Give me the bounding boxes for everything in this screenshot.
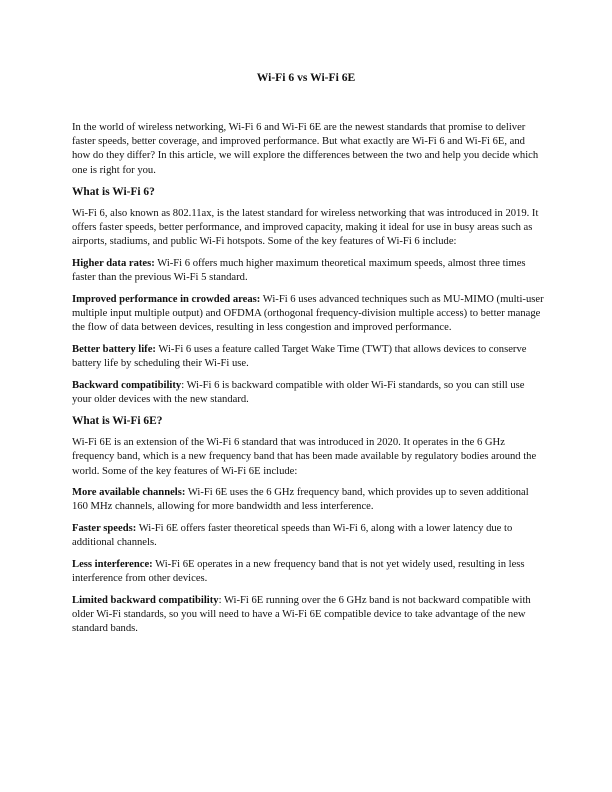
section-heading-wifi6e: What is Wi-Fi 6E? <box>72 415 163 428</box>
feature-lead: Limited backward compatibility <box>72 594 219 606</box>
feature-text: Wi-Fi 6E operates in a new frequency band that is not yet widely used, resulting in less interference from other devices. <box>72 558 525 584</box>
section-paragraph-wifi6: Wi-Fi 6, also known as 802.11ax, is the latest standard for wireless networking that was introduced in 2019. It offers faster speeds, better performance, and improved capacity, making it ideal for use in busy areas such as airports, stadiums, and public Wi-Fi hotspots. Some of the key features of Wi-Fi 6 include: <box>72 208 539 248</box>
feature-item <box>72 343 544 371</box>
feature-lead: More available channels: <box>72 487 186 499</box>
feature-lead: Improved performance in crowded areas: <box>72 293 261 305</box>
feature-lead: Faster speeds: <box>72 522 137 534</box>
feature-text: Wi-Fi 6E uses the 6 GHz frequency band, which provides up to seven additional 160 MHz channels, allowing for more bandwidth and less interference. <box>72 487 529 513</box>
document-body <box>72 121 544 644</box>
feature-lead: Higher data rates: <box>72 258 155 269</box>
feature-lead: Less interference: <box>72 558 153 570</box>
feature-text: Wi-Fi 6 offers much higher maximum theoretical maximum speeds, almost three times faster than the previous Wi-Fi 5 standard. <box>72 258 526 284</box>
feature-item <box>72 594 544 637</box>
feature-item <box>72 379 544 407</box>
intro-paragraph: In the world of wireless networking, Wi-Fi 6 and Wi-Fi 6E are the newest standards that promise to deliver faster speeds, better coverage, and improved performance. But what exactly are Wi-Fi 6 and Wi-Fi 6E, and how do they differ? In this article, we will explore the differences between the two and help you decide which one is right for you. <box>72 122 539 176</box>
section-heading-wifi6: What is Wi-Fi 6? <box>72 186 155 199</box>
feature-text: Wi-Fi 6E offers faster theoretical speeds than Wi-Fi 6, along with a lower latency due to additional channels. <box>72 522 513 549</box>
feature-text: Wi-Fi 6 uses advanced techniques such as MU-MIMO (multi-user multiple input multiple output) and OFDMA (orthogonal frequency-division multiple access) to better manage the flow of data between devices, resulting in less congestion and improved performance. <box>72 293 544 334</box>
feature-lead: Better battery life: <box>72 343 156 355</box>
feature-item <box>72 257 544 285</box>
page-title: Wi-Fi 6 vs Wi-Fi 6E <box>256 71 356 84</box>
section-paragraph-wifi6e: Wi-Fi 6E is an extension of the Wi-Fi 6 standard that was introduced in 2020. It operates in the 6 GHz frequency band, which is a new frequency band that has been made available by regulatory bodies around the world. Some of the key features of Wi-Fi 6E include: <box>72 437 537 477</box>
feature-item <box>72 293 544 336</box>
feature-text: : Wi-Fi 6 is backward compatible with older Wi-Fi standards, so you can still use your older devices with the new standard. <box>72 379 525 405</box>
feature-item <box>72 522 544 550</box>
feature-lead: Backward compatibility <box>72 379 182 391</box>
feature-text: Wi-Fi 6 uses a feature called Target Wake Time (TWT) that allows devices to conserve battery life by scheduling their Wi-Fi use. <box>72 343 527 369</box>
feature-item <box>72 558 544 586</box>
feature-item <box>72 486 544 514</box>
feature-text: : Wi-Fi 6E running over the 6 GHz band is not backward compatible with older Wi-Fi standards, so you will need to have a Wi-Fi 6E compatible device to take advantage of the new standard bands. <box>72 594 531 634</box>
